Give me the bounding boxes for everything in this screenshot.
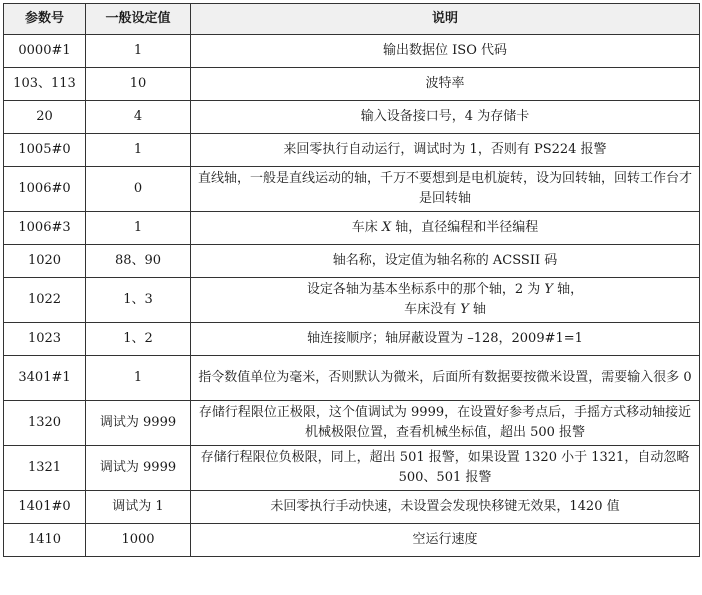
value-cell: 88、90 (86, 245, 191, 278)
value-cell: 4 (86, 101, 191, 134)
value-cell: 调试为 9999 (86, 401, 191, 446)
table-row (4, 101, 700, 134)
param-cell: 1006#0 (4, 167, 86, 212)
axis-var: Y (460, 302, 469, 317)
desc-cell: 存储行程限位正极限，这个值调试为 9999，在设置好参考点后，手摇方式移动轴接近机械极限位置，查看机械坐标值，超出 500 报警 (191, 401, 700, 446)
value-cell: 1 (86, 212, 191, 245)
desc-cell: 直线轴，一般是直线运动的轴，千万不要想到是电机旋转，设为回转轴，回转工作台才是回转轴 (191, 167, 700, 212)
table-row (4, 356, 700, 401)
desc-cell: 输入设备接口号，4 为存储卡 (191, 101, 700, 134)
param-cell: 1023 (4, 323, 86, 356)
param-cell: 1005#0 (4, 134, 86, 167)
desc-text: 轴 (468, 302, 486, 317)
desc-cell: 来回零执行自动运行，调试时为 1，否则有 PS224 报警 (191, 134, 700, 167)
header-row (4, 4, 700, 35)
value-cell: 1 (86, 134, 191, 167)
table-row (4, 524, 700, 557)
axis-var: X (381, 220, 392, 235)
desc-cell: 空运行速度 (191, 524, 700, 557)
desc-text: 车床 (351, 220, 382, 235)
desc-cell: 未回零执行手动快速，未设置会发现快移键无效果，1420 值 (191, 491, 700, 524)
value-cell: 0 (86, 167, 191, 212)
desc-text: 轴，直径编程和半径编程 (391, 220, 539, 235)
table-row (4, 68, 700, 101)
value-cell: 1 (86, 356, 191, 401)
value-cell: 调试为 1 (86, 491, 191, 524)
param-cell: 1006#3 (4, 212, 86, 245)
value-cell: 调试为 9999 (86, 446, 191, 491)
table-row (4, 167, 700, 212)
param-cell: 1321 (4, 446, 86, 491)
table-row (4, 446, 700, 491)
value-cell: 1、2 (86, 323, 191, 356)
desc-cell (191, 212, 700, 245)
value-cell: 1 (86, 35, 191, 68)
header-value: 一般设定值 (86, 4, 191, 35)
desc-cell: 输出数据位 ISO 代码 (191, 35, 700, 68)
desc-cell: 轴连接顺序；轴屏蔽设置为 –128，2009#1=1 (191, 323, 700, 356)
value-cell: 10 (86, 68, 191, 101)
desc-text: 设定各轴为基本坐标系中的那个轴，2 为 (306, 282, 545, 297)
desc-cell: 轴名称，设定值为轴名称的 ACSSII 码 (191, 245, 700, 278)
param-cell: 1401#0 (4, 491, 86, 524)
desc-cell: 波特率 (191, 68, 700, 101)
table-row (4, 323, 700, 356)
desc-text: 车床没有 (404, 302, 461, 317)
value-cell: 1、3 (86, 278, 191, 323)
table-row (4, 212, 700, 245)
param-cell: 1022 (4, 278, 86, 323)
table-row (4, 401, 700, 446)
param-cell: 1320 (4, 401, 86, 446)
param-cell: 103、113 (4, 68, 86, 101)
param-cell: 1020 (4, 245, 86, 278)
value-cell: 1000 (86, 524, 191, 557)
param-cell: 0000#1 (4, 35, 86, 68)
table-row (4, 245, 700, 278)
desc-text: 轴， (553, 282, 584, 297)
param-cell: 3401#1 (4, 356, 86, 401)
param-cell: 20 (4, 101, 86, 134)
axis-var: Y (544, 282, 553, 297)
table-row (4, 35, 700, 68)
desc-cell: 指令数值单位为毫米，否则默认为微米，后面所有数据要按微米设置，需要输入很多 0 (191, 356, 700, 401)
header-desc: 说明 (191, 4, 700, 35)
header-param: 参数号 (4, 4, 86, 35)
desc-cell: 存储行程限位负极限，同上，超出 501 报警，如果设置 1320 小于 1321，自动忽略 500、501 报警 (191, 446, 700, 491)
table-row (4, 278, 700, 323)
parameter-table (3, 3, 700, 557)
table-row (4, 134, 700, 167)
table-row (4, 491, 700, 524)
desc-cell (191, 278, 700, 323)
param-cell: 1410 (4, 524, 86, 557)
